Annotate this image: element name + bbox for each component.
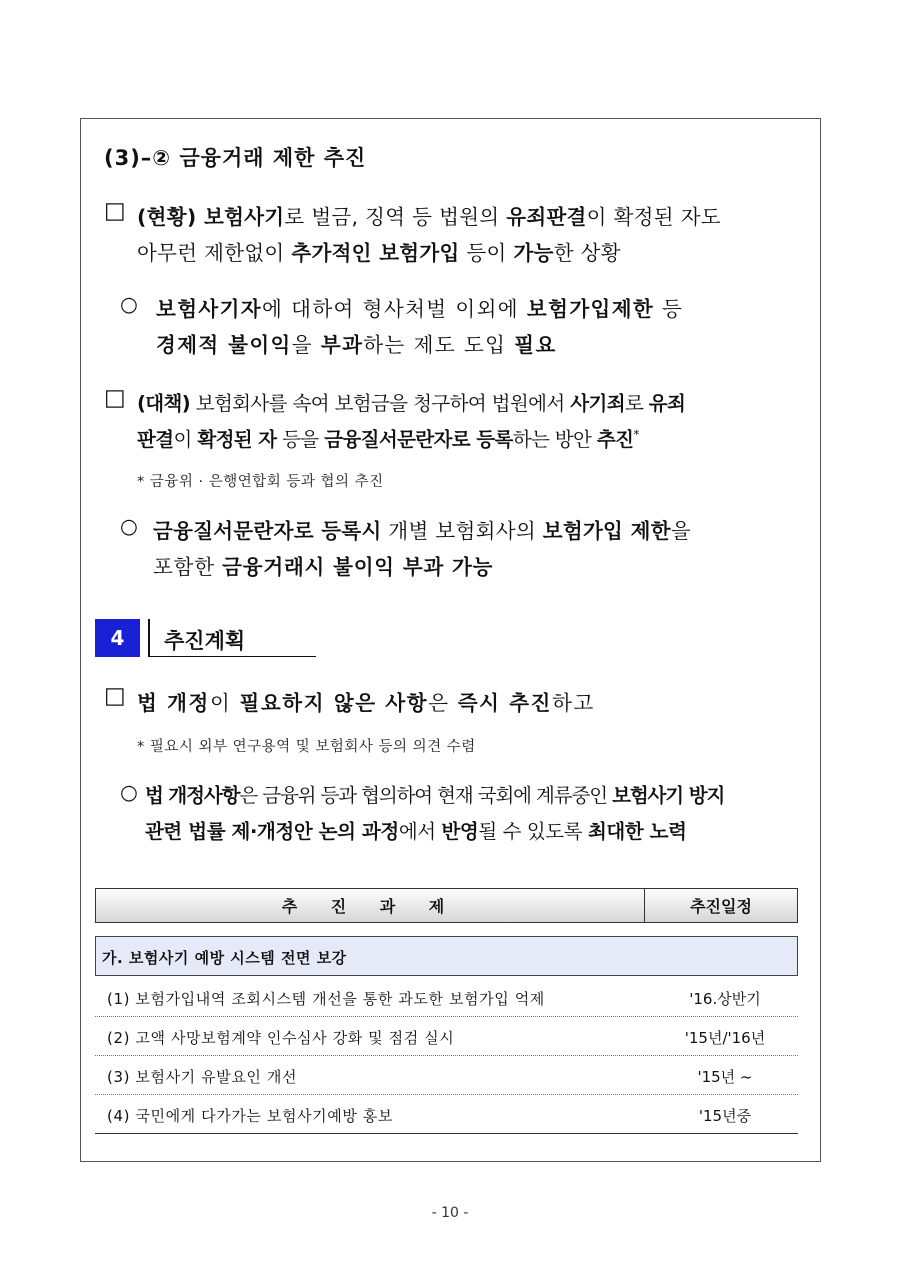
body-text: 포함한 (153, 555, 223, 579)
body-text: 하는 제도 도입 (363, 333, 515, 357)
table-row (95, 1056, 798, 1095)
measure-tag: (대책) (137, 392, 191, 415)
plan-line-3 (145, 816, 687, 844)
emphasis-text: 필요 (514, 333, 557, 357)
emphasis-text: 최대한 노력 (587, 820, 687, 843)
circle-bullet-icon: ○ (120, 780, 139, 804)
emphasis-text: 사기죄 (570, 392, 625, 415)
emphasis-text: 법 개정 (137, 691, 210, 715)
row-task: (2) 고액 사망보험계약 인수심사 강화 및 점검 실시 (107, 1029, 455, 1047)
circle-bullet-icon: ○ (120, 514, 139, 538)
emphasis-text: 확정된 자 (197, 428, 277, 451)
body-text: 아무런 제한없이 (137, 241, 292, 265)
body-text: 될 수 있도록 (478, 820, 588, 843)
plan-line-1 (137, 686, 595, 716)
table-header (95, 888, 798, 923)
body-text: 이 (173, 428, 198, 451)
body-text: 은 금융위 등과 협의하여 현재 국회에 계류중인 (239, 784, 613, 807)
group-label: 가. 보험사기 예방 시스템 전면 보강 (102, 949, 347, 967)
emphasis-text: 반영 (441, 820, 479, 843)
emphasis-text: 추가적인 보험가입 (291, 241, 460, 265)
emphasis-text: 유죄판결 (506, 205, 587, 229)
emphasis-text: 보험사기 방지 (612, 784, 725, 807)
emphasis-text: 추진 (596, 428, 634, 451)
body-text: 에 대하여 형사처벌 이외에 (262, 297, 527, 321)
body-text: 이 확정된 자도 (586, 205, 721, 229)
emphasis-text: 보험사기자 (156, 297, 263, 321)
plan-line-2 (145, 780, 724, 808)
measure-note: * 금융위 · 은행연합회 등과 협의 추진 (137, 474, 384, 490)
header-schedule: 추진일정 (690, 897, 752, 916)
measure-line-2 (137, 424, 639, 452)
table-row (95, 1017, 798, 1056)
header-task: 추 진 과 제 (96, 889, 645, 922)
footnote-asterisk: * (633, 427, 639, 442)
body-text: 은 (428, 691, 458, 715)
emphasis-text: 관련 법률 제·개정안 논의 과정 (145, 820, 399, 843)
body-text: 로 벌금, 징역 등 법원의 (284, 205, 507, 229)
body-text: 등 (654, 297, 684, 321)
row-task: (4) 국민에게 다가가는 보험사기예방 홍보 (107, 1107, 393, 1125)
body-text: 로 (624, 392, 649, 415)
emphasis-text: 필요하지 않은 사항 (239, 691, 429, 715)
body-text: 개별 보험회사의 (381, 519, 543, 543)
body-text: 등이 (459, 241, 514, 265)
body-text: 등을 (276, 428, 325, 451)
emphasis-text: 보험가입 제한 (542, 519, 671, 543)
table-group-row (95, 936, 798, 976)
circle-bullet-icon: ○ (120, 292, 139, 316)
emphasis-text: 금융거래시 불이익 부과 가능 (222, 555, 494, 579)
emphasis-text: 즉시 추진 (457, 691, 553, 715)
status-tag: (현황) (137, 205, 197, 229)
row-schedule: '15년 ~ (697, 1068, 753, 1086)
body-text: 보험회사를 속여 보험금을 청구하여 법원에서 (190, 392, 571, 415)
checkbox-square-icon: □ (104, 683, 126, 709)
row-schedule: '16.상반기 (689, 990, 761, 1008)
status-sub-line-2 (156, 328, 557, 358)
measure-sub-line-2 (153, 550, 493, 580)
row-task: (3) 보험사기 유발요인 개선 (107, 1068, 298, 1086)
section-heading-text: 추진계획 (164, 629, 246, 653)
measure-line-1 (137, 388, 685, 416)
emphasis-text: 유죄 (648, 392, 686, 415)
emphasis-text: 보험사기 (196, 205, 285, 229)
plan-note: * 필요시 외부 연구용역 및 보험회사 등의 의견 수렴 (137, 739, 476, 755)
status-line-1 (137, 200, 721, 230)
status-line-2 (137, 236, 621, 266)
section-heading (148, 619, 316, 657)
emphasis-text: 가능 (513, 241, 554, 265)
table-row (95, 978, 798, 1017)
emphasis-text: 판결 (137, 428, 174, 451)
emphasis-text: 보험가입제한 (526, 297, 655, 321)
emphasis-text: 금융질서문란자로 등록 (324, 428, 513, 451)
body-text: 한 상황 (553, 241, 621, 265)
row-task: (1) 보험가입내역 조회시스템 개선을 통한 과도한 보험가입 억제 (107, 990, 545, 1008)
checkbox-square-icon: □ (104, 385, 126, 411)
body-text: 이 (209, 691, 240, 715)
section-number-badge: 4 (95, 619, 140, 657)
emphasis-text: 경제적 불이익 (156, 333, 292, 357)
body-text: 하는 방안 (512, 428, 597, 451)
status-sub-line-1 (156, 292, 683, 322)
emphasis-text: 법 개정사항 (145, 784, 240, 807)
row-schedule: '15년/'16년 (684, 1029, 766, 1047)
body-text: 을 (291, 333, 321, 357)
section-title: (3)–② 금융거래 제한 추진 (104, 146, 367, 170)
page-number: - 10 - (431, 1205, 469, 1221)
measure-sub-line-1 (153, 514, 691, 544)
emphasis-text: 금융질서문란자로 등록시 (153, 519, 382, 543)
body-text: 하고 (552, 691, 595, 715)
body-text: 에서 (398, 820, 442, 843)
emphasis-text: 부과 (320, 333, 364, 357)
checkbox-square-icon: □ (104, 198, 126, 224)
row-schedule: '15년중 (698, 1107, 752, 1125)
body-text: 을 (670, 519, 691, 543)
table-row (95, 1095, 798, 1134)
